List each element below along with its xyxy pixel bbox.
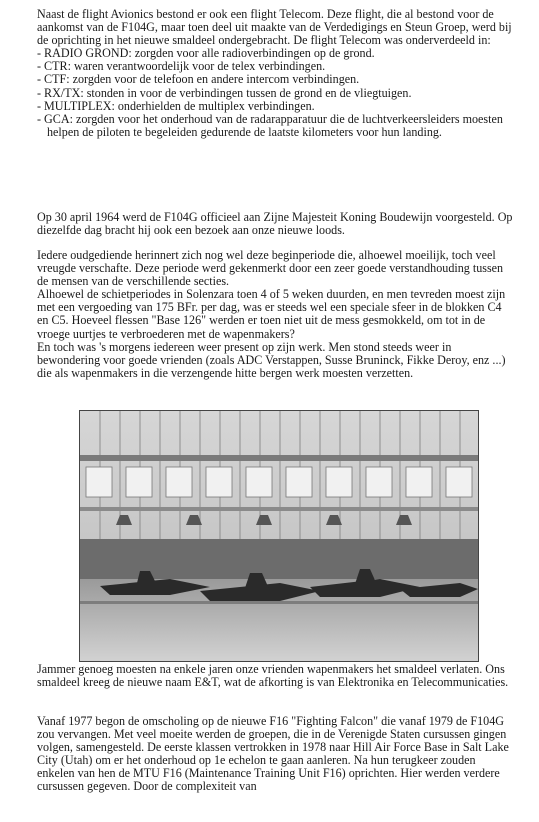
hangar-photo (79, 410, 479, 662)
solenzara-paragraph: Alhoewel de schietperiodes in Solenzara toen 4 of 5 weken duurden, en men tevreden moest zijn met een vergoeding van 175 BFr. per dag, was er steeds wel een speciale sfeer in de blokken C4 en C5. Hoeveel flessen "Base 126" werden er toen niet uit de mess gesmokkeld, om tot in de vroege uurtjes te verbroederen met de wapenmakers? (37, 287, 506, 341)
memory-paragraph: Iedere oudgediende herinnert zich nog wel deze beginperiode die, alhoewel moeilijk, toch veel vreugde verschafte. Deze periode werd gekenmerkt door een zeer goede verstandhouding tussen de mensen van de verschillende secties. (37, 248, 504, 289)
f16-paragraph-block (37, 715, 515, 794)
list-item: - GCA: zorgden voor het onderhoud van de radarapparatuur die de luchtverkeersleiders moesten helpen de piloten te begeleiden gedurende de laatste kilometers voor hun landing. (37, 111, 503, 139)
list-item: - CTF: zorgden voor de telefoon en andere intercom verbindingen. (37, 72, 360, 87)
morning-paragraph: En toch was 's morgens iedereen weer present op zijn werk. Men stond steeds weer in bewondering voor goede vrienden (zoals ADC Verstappen, Susse Bruninck, Fikke Deroy, enz ...) die als wapenmakers in die verzengende hitte bergen werk moesten verzetten. (37, 339, 506, 380)
list-item: - MULTIPLEX: onderhielden de multiplex verbindingen. (37, 98, 315, 113)
list-item: - RADIO GROND: zorgden voor alle radioverbindingen op de grond. (37, 46, 375, 61)
telecom-section (37, 8, 515, 139)
f16-training-paragraph: Vanaf 1977 begon de omscholing op de nieuwe F16 "Fighting Falcon" die vanaf 1979 de F104G zou vervangen. Met veel moeite werden de groepen, die in de Verenigde Staten cursussen gingen volgen, samengesteld. De eerste klassen vertrokken in 1978 naar Hill Air Force Base in Salt Lake City (Utah) om er het onderhoud op 1e echelon te gaan aanleren. Na hun terugkeer zouden enkelen van hen de MTU F16 (Maintenance Training Unit F16) oprichten. Hier werden verdere cursussen gegeven. Door de complexiteit van (37, 714, 509, 794)
telecom-subsections-list (37, 47, 515, 139)
royal-visit-paragraph-block (37, 211, 515, 237)
list-item: - RX/TX: stonden in voor de verbindingen tussen de grond en de vliegtuigen. (37, 85, 412, 100)
memories-block (37, 249, 515, 380)
et-rename-paragraph: Jammer genoeg moesten na enkele jaren onze vrienden wapenmakers het smaldeel verlaten. Ons smaldeel kreeg de nieuwe naam E&T, wat de afkorting is van Elektronika en Telecommunicaties. (37, 662, 509, 690)
intro-paragraph: Naast de flight Avionics bestond er ook een flight Telecom. Deze flight, die al bestond voor de aankomst van de F104G, maar toen deel uit maakte van de Verdedigings en Steun Groep, werd bij de oprichting in het nieuwe smaldeel ondergebracht. De flight Telecom was onderverdeeld in: (37, 7, 512, 48)
et-paragraph-block (37, 663, 515, 689)
list-item: - CTR: waren verantwoordelijk voor de telex verbindingen. (37, 59, 326, 74)
royal-visit-paragraph: Op 30 april 1964 werd de F104G officieel aan Zijne Majesteit Koning Boudewijn voorgesteld. Op diezelfde dag bracht hij ook een bezoek aan onze nieuwe loods. (37, 210, 513, 238)
